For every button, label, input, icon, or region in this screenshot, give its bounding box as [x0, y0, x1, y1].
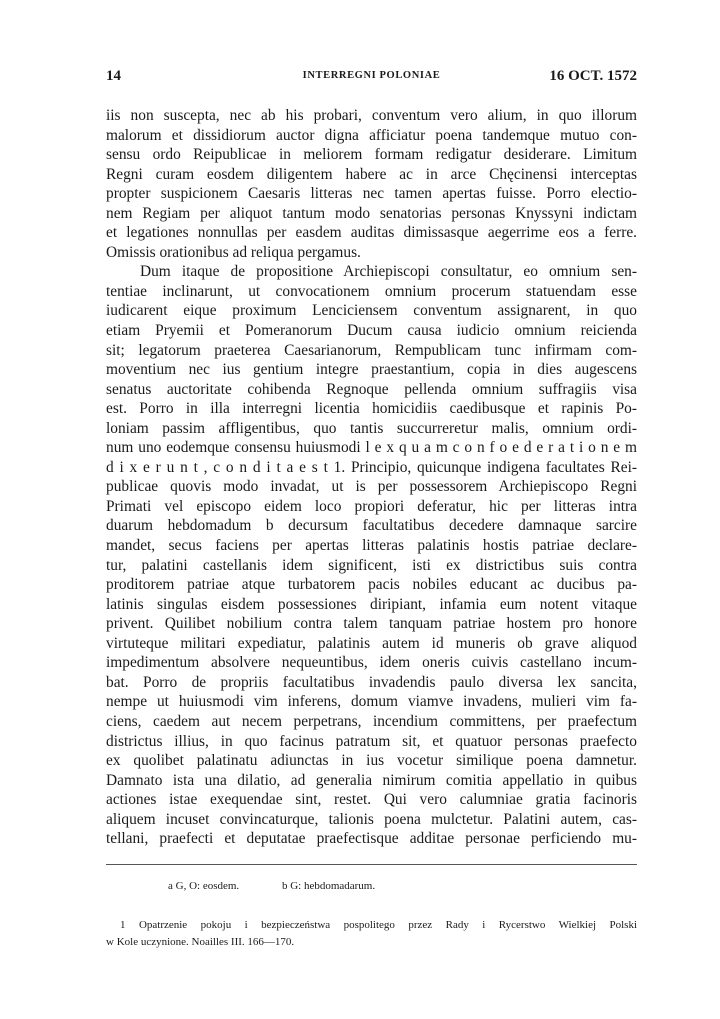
footnote-rule	[106, 864, 637, 865]
text-line: etiam Pryemii et Pomeranorum Ducum causa iudicio omnium reicienda	[106, 322, 637, 340]
text-line: ex quolibet palatinatu adiunctas in ius vocetur similique poena damnetur.	[106, 752, 637, 770]
running-head	[106, 68, 637, 90]
text-line: ciens, caedem aut necem perpetrans, incendium committens, per praefectum	[106, 712, 637, 730]
text-line: privent. Quilibet nobilium contra talem tanquam patriae hostem pro honore	[106, 615, 637, 633]
text-line: Regni curam eosdem diligentem habere ac in arce Chęcinensi interceptas	[106, 165, 637, 183]
text-line: propter suspicionem Caesaris litteras nec tamen apertas fuisse. Porro electio-	[106, 185, 637, 203]
text-line: Dum itaque de propositione Archiepiscopi consultatur, eo omnium sen-	[140, 263, 637, 281]
text-line: aliquem incuset convincaturque, talionis poena mulctetur. Palatini autem, cas-	[106, 810, 637, 828]
footnote-line: w Kole uczynione. Noailles III. 166—170.	[106, 936, 295, 948]
running-title: INTERREGNI POLONIAE	[302, 70, 441, 81]
text-line: et legationes nonnullas per easdem auditas dimissasque aegerrime eos a ferre.	[106, 224, 637, 242]
text-line: iis non suscepta, nec ab his probari, conventum vero alium, in quo illorum	[106, 107, 637, 124]
text-line: iudicarent eique proximum Lenciciensem conventum assignarent, in quo	[106, 302, 637, 320]
page-number: 14	[106, 68, 121, 84]
text-line: nempe ut huiusmodi vim inferens, domum viamve invadens, mulieri vim fa-	[106, 693, 637, 711]
text-line: malorum et dissidiorum auctor digna afficiatur poena tandemque mutuo con-	[106, 126, 637, 144]
text-line: Omissis orationibus ad reliqua pergamus.	[106, 243, 361, 261]
text-line: mandet, secus faciens per apertas litteras palatinis hostis patriae declare-	[106, 537, 637, 555]
text-line: loniam passim affligentibus, quo tantis succurreretur malis, omnium ordi-	[106, 419, 637, 437]
apparatus-note-b: b G: hebdomadarum.	[281, 880, 376, 892]
footnote	[106, 917, 637, 951]
text-line: districtus illius, in quo facinus patratum sit, et quatuor personas praefecto	[106, 732, 637, 750]
text-line: senatus auctoritate cohibenda Regnoque pellenda omnium suffragiis visa	[106, 380, 637, 398]
text-line: Damnato ista una dilatio, ad generalia nimirum comitia appellatio in quibus	[106, 771, 637, 789]
text-line: latinis singulas eisdem possessiones diripiant, infamia eum notent vitaque	[106, 595, 637, 613]
text-line: virtuteque militari expediatur, palatinis autem id muneris ob grave aliquod	[106, 634, 637, 652]
footnote-line: 1 Opatrzenie pokoju i bezpieczeństwa pospolitego przez Rady i Rycerstwo Wielkiej Polski	[120, 919, 637, 931]
text-line: publicae quovis modo invadat, ut is per possessorem Archiepiscopo Regni	[106, 478, 637, 496]
text-line: nem Regiam per aliquot tantum modo senatorias personas Knyssyni indictam	[106, 204, 637, 222]
text-line: est. Porro in illa interregni licentia homicidiis caedibusque et rapinis Po-	[106, 400, 637, 418]
text-line: moventium nec ius gentium integre praestantium, copia in dies augescens	[106, 361, 637, 379]
text-line: Primati vel episcopo eidem loco propiori deferatur, hic per litteras intra	[106, 497, 637, 515]
text-line: d i x e r u n t , c o n d i t a e s t 1. Principio, quicunque indigena facultates Rei-	[106, 458, 637, 476]
text-line: tellani, praefecti et deputatae praefectisque additae personae perficiendo mu-	[106, 830, 637, 848]
text-line: actiones istae exequendae sint, restet. Qui vero calumniae gratia facinoris	[106, 791, 637, 809]
text-line: sit; legatorum praeterea Caesarianorum, Rempublicam tunc infirmam com-	[106, 341, 637, 359]
critical-apparatus	[168, 880, 375, 892]
text-line: duarum hebdomadum b decursum facultatibus decedere damnaque sarcire	[106, 517, 637, 535]
text-line: sensu ordo Reipublicae in meliorem formam redigatur desiderare. Limitum	[106, 146, 637, 164]
running-date: 16 OCT. 1572	[549, 68, 637, 84]
text-line: impedimentum absolvere nequeuntibus, idem oneris cuivis castellano incum-	[106, 654, 637, 672]
text-line: tur, palatini castellanis idem significent, isti ex districtibus suis contra	[106, 556, 637, 574]
text-line: num uno eodemque consensu huiusmodi l e x q u a m c o n f o e d e r a t i o n e m	[106, 439, 637, 457]
main-text	[106, 106, 637, 849]
apparatus-note-a: a G, O: eosdem.	[168, 880, 240, 892]
text-line: bat. Porro de propriis facultatibus invadendis paulo diversa lex sancita,	[106, 673, 637, 691]
text-line: tentiae inclinarunt, ut convocationem omnium procerum statuendam esse	[106, 282, 637, 300]
text-line: proditorem patriae atque turbatorem pacis nobiles educant ac ducibus pa-	[106, 576, 637, 594]
